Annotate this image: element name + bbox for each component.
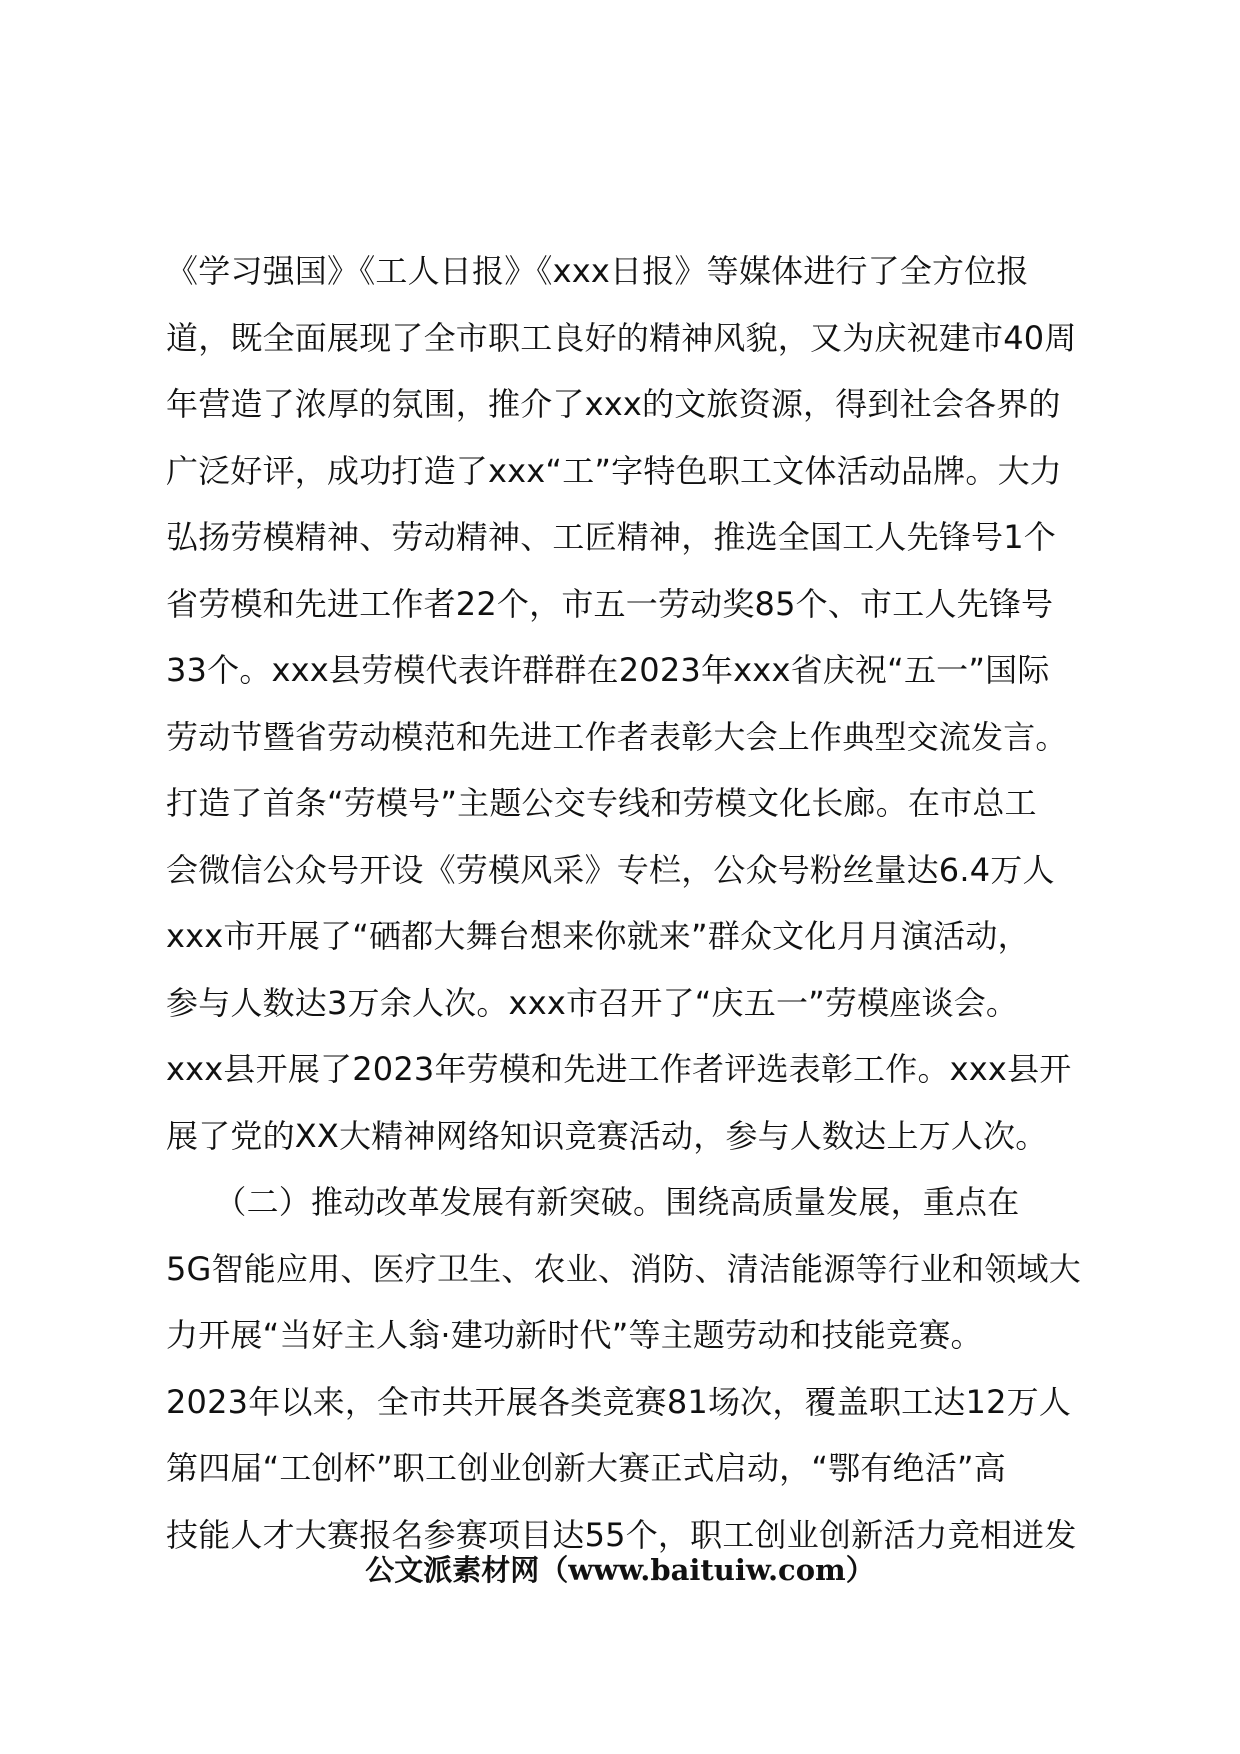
body-text — [166, 238, 1116, 1568]
text-line: 会微信公众号开设《劳模风采》专栏，公众号粉丝量达6.4万人 — [166, 850, 1055, 889]
text-line: 弘扬劳模精神、劳动精神、工匠精神，推选全国工人先锋号1个 — [166, 518, 1056, 556]
text-line: 道，既全面展现了全市职工良好的精神风貌，又为庆祝建市40周 — [166, 318, 1077, 357]
text-line: 展了党的XX大精神网络知识竞赛活动，参与人数达上万人次。 — [166, 1116, 1048, 1155]
text-line: 《学习强国》《工人日报》《xxx日报》等媒体进行了全方位报 — [166, 252, 1029, 290]
footer-source-text: 公文派素材网（www.baituiw.com） — [365, 1553, 875, 1587]
text-line: 打造了首条“劳模号”主题公交专线和劳模文化长廊。在市总工 — [166, 784, 1037, 822]
text-line: 力开展“当好主人翁·建功新时代”等主题劳动和技能竞赛。 — [166, 1316, 983, 1354]
text-line: xxx县开展了2023年劳模和先进工作者评选表彰工作。xxx县开 — [166, 1050, 1072, 1088]
text-line: 广泛好评，成功打造了xxx“工”字特色职工文体活动品牌。大力 — [166, 451, 1062, 490]
text-line: 参与人数达3万余人次。xxx市召开了“庆五一”劳模座谈会。 — [166, 983, 1019, 1022]
text-line: 省劳模和先进工作者22个，市五一劳动奖85个、市工人先锋号 — [166, 584, 1054, 623]
text-line: 5G智能应用、医疗卫生、农业、消防、清洁能源等行业和领域大 — [166, 1249, 1081, 1288]
text-line: 技能人才大赛报名参赛项目达55个，职工创业创新活力竞相迸发 — [166, 1515, 1077, 1554]
text-line: xxx市开展了“硒都大舞台想来你就来”群众文化月月演活动， — [166, 917, 1030, 955]
text-line: 劳动节暨省劳动模范和先进工作者表彰大会上作典型交流发言。 — [166, 717, 1068, 756]
text-line: 第四届“工创杯”职工创业创新大赛正式启动，“鄂有绝活”高 — [166, 1449, 1006, 1487]
text-line: 33个。xxx县劳模代表许群群在2023年xxx省庆祝“五一”国际 — [166, 651, 1050, 689]
text-line: 年营造了浓厚的氛围，推介了xxx的文旅资源，得到社会各界的 — [166, 385, 1061, 423]
text-line: 2023年以来，全市共开展各类竞赛81场次，覆盖职工达12万人 — [166, 1382, 1072, 1421]
section-heading-line: （二）推动改革发展有新突破。围绕高质量发展，重点在 — [166, 1183, 1020, 1221]
